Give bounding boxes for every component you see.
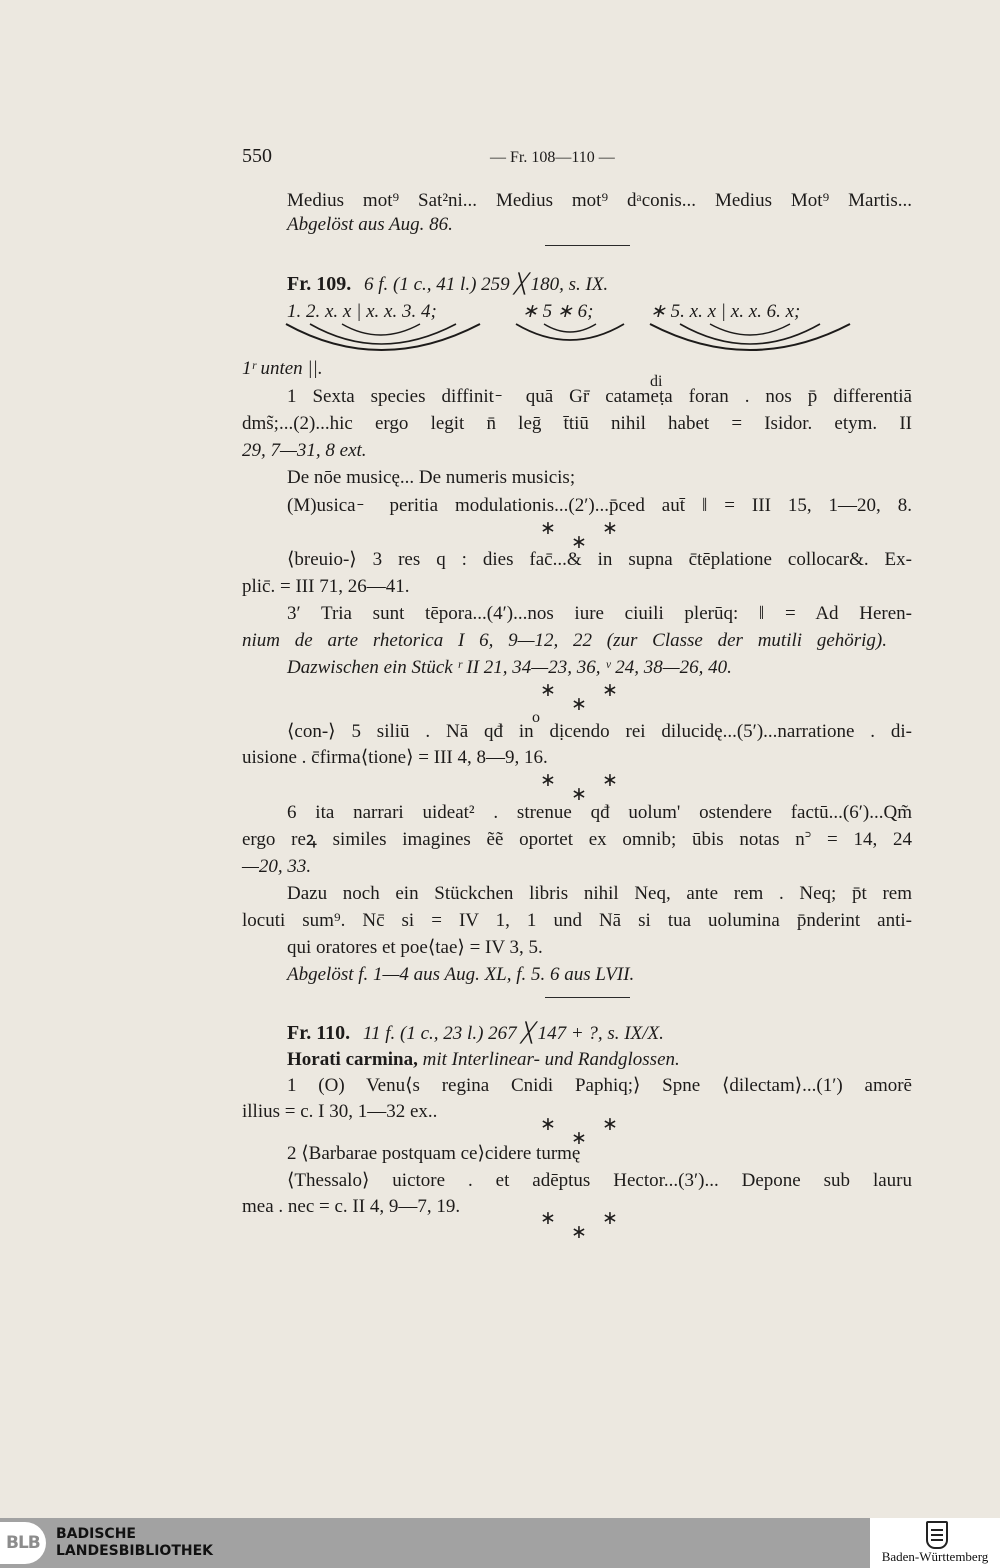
library-name-line1: BADISCHE: [56, 1526, 136, 1542]
asterisk: ∗: [602, 518, 618, 539]
blb-logo[interactable]: [0, 1522, 46, 1564]
text-line: 6 ita narrari uideat² . strenue qđ uolum' ostendere factū...(6′)...Qm̃: [287, 802, 912, 823]
asterisk: ∗: [602, 680, 618, 701]
running-title: — Fr. 108—110 —: [490, 149, 615, 166]
asterisk: ∗: [540, 1208, 556, 1229]
quire-arcs: [280, 318, 870, 364]
text-line: 3′ Tria sunt tēpora...(4′)...nos iure ciuili plerūq: ‖ = Ad Heren-: [287, 603, 912, 624]
text-line: Dazwischen ein Stück ʳ II 21, 34—23, 36, ᵛ 24, 38—26, 40.: [287, 657, 732, 678]
fr110-title-note: mit Interlinear- und Randglossen.: [422, 1049, 680, 1070]
blb-logo-text: BLB: [6, 1533, 40, 1553]
section-divider: [545, 245, 630, 246]
asterisk: ∗: [540, 770, 556, 791]
text-line: plic̄. = III 71, 26—41.: [242, 576, 410, 597]
library-name-line2: LANDESBIBLIOTHEK: [56, 1543, 214, 1559]
quire-scheme-b: ∗ 5 ∗ 6;: [522, 301, 594, 322]
fr110-title: [287, 1048, 680, 1072]
text-line: ergo reꝝ similes imagines ẽẽ oportet ex omnib; ūbis notas n꜄ = 14, 24: [242, 829, 912, 850]
quire-scheme-c: ∗ 5. x. x | x. x. 6. x;: [650, 301, 801, 322]
asterisk: ∗: [571, 784, 587, 805]
asterisk: ∗: [540, 1114, 556, 1135]
section-divider: [545, 997, 630, 998]
asterisk: ∗: [540, 518, 556, 539]
text-line: —20, 33.: [242, 856, 312, 877]
footer-bar: [0, 1518, 1000, 1568]
text-line: uisione . c̄firma⟨tione⟩ = III 4, 8—9, 16.: [242, 747, 548, 768]
asterisk: ∗: [602, 770, 618, 791]
asterism: [535, 680, 618, 725]
text-line: mea . nec = c. II 4, 9—7, 19.: [242, 1196, 461, 1217]
text-line: Abgelöst f. 1—4 aus Aug. XL, f. 5. 6 aus LVII.: [287, 964, 635, 985]
text-line: 29, 7—31, 8 ext.: [242, 440, 367, 461]
asterisk: ∗: [571, 1222, 587, 1243]
text-line: illius = c. I 30, 1—32 ex..: [242, 1101, 438, 1122]
asterisk: ∗: [540, 680, 556, 701]
fr110-description: 11 f. (1 c., 23 l.) 267 ╳ 147 + ?, s. IX/X.: [362, 1023, 664, 1044]
asterisk: ∗: [571, 1128, 587, 1149]
library-name: [56, 1526, 213, 1560]
text-line: 1 Sexta species diffinit ̵ quā Gr̄ catameṭa foran . nos p̄ differentiā: [287, 386, 912, 407]
asterisk: ∗: [571, 694, 587, 715]
asterisk: ∗: [571, 532, 587, 553]
text-line: ⟨con-⟩ 5 siliū . Nā qđ in dịcendo rei dilucidę...(5′)...narratione . di-: [287, 721, 912, 742]
text-line: De nōe musicę... De numeris musicis;: [287, 467, 576, 488]
coat-of-arms-icon: [926, 1521, 948, 1549]
fr108-source-note: Abgelöst aus Aug. 86.: [287, 214, 453, 235]
text-line: qui oratores et poe⟨tae⟩ = IV 3, 5.: [287, 937, 543, 958]
page-number: 550: [242, 145, 272, 167]
asterisk: ∗: [602, 1208, 618, 1229]
text-line: dms̃;...(2)...hic ergo legit n̄ leḡ t̄tiū nihil habet = Isidor. etym. II: [242, 413, 912, 434]
fr109-heading: [287, 272, 608, 297]
superscript-di: di: [650, 373, 663, 390]
fr110-title-work: Horati carmina,: [287, 1049, 418, 1070]
text-line: Dazu noch ein Stückchen libris nihil Neq, ante rem . Neq; p̄t rem: [287, 883, 912, 904]
fr109-note: 1ʳ unten ||.: [242, 358, 323, 379]
text-line: ⟨Thessalo⟩ uictore . et adēptus Hector...(3′)... Depone sub lauru: [287, 1170, 912, 1191]
text-line: 2 ⟨Barbarae postquam ce⟩cidere turmę: [287, 1143, 581, 1164]
text-line: locuti sum⁹. Nc̄ si = IV 1, 1 und Nā si tua uolumina p̄nderint anti-: [242, 910, 912, 931]
text-line: 1 (O) Venu⟨s regina Cnidi Paphiq;⟩ Spne ⟨dilectam⟩...(1′) amorē: [287, 1075, 912, 1096]
fr109-label: Fr. 109.: [287, 273, 352, 295]
fr108-text-line: Medius mot⁹ Sat²ni... Medius mot⁹ dᵃconis... Medius Mot⁹ Martis...: [287, 190, 912, 211]
superscript-o: o: [532, 709, 540, 726]
text-line: nium de arte rhetorica I 6, 9—12, 22 (zur Classe der mutili gehörig).: [242, 630, 887, 651]
quire-scheme-a: 1. 2. x. x | x. x. 3. 4;: [287, 301, 437, 322]
fr110-label: Fr. 110.: [287, 1022, 351, 1044]
asterisk: ∗: [602, 1114, 618, 1135]
state-logo[interactable]: [870, 1518, 1000, 1568]
fr109-description: 6 f. (1 c., 41 l.) 259 ╳ 180, s. IX.: [364, 274, 609, 295]
text-line: ⟨breuio-⟩ 3 res q : dies fac̄...& in supna c̄tēplatione collocar&. Ex-: [287, 549, 912, 570]
state-name: Baden-Württemberg: [881, 1549, 989, 1564]
fr110-heading: [287, 1021, 664, 1046]
asterism: [535, 1208, 618, 1253]
text-line: (M)usica ̵ peritia modulationis...(2′)...p̄ced aut̄ ‖ = III 15, 1—20, 8.: [287, 495, 912, 516]
